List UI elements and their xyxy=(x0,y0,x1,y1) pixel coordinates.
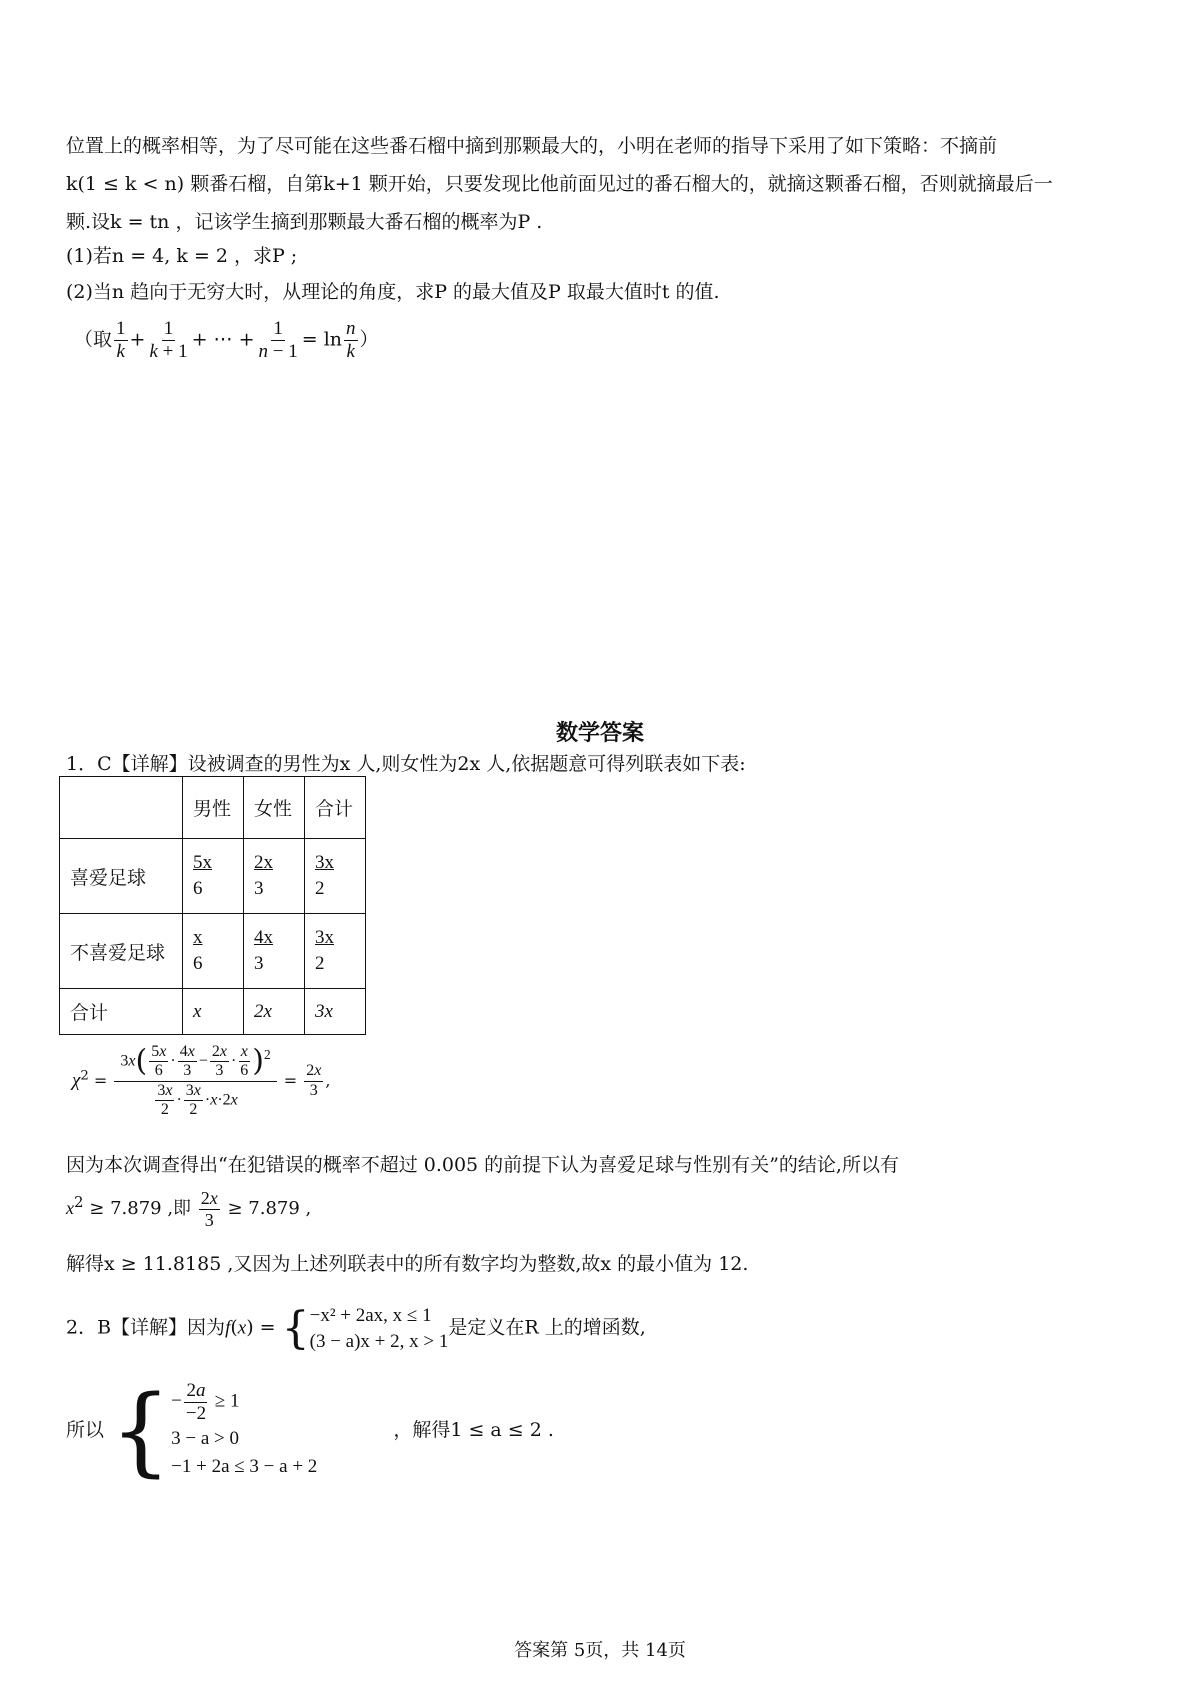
table-cell xyxy=(183,914,244,989)
table-cell xyxy=(305,914,366,989)
cell-denominator: 2 xyxy=(315,878,325,899)
cell-numerator: x xyxy=(193,927,203,949)
hint-term-1: $\frac{1}{k}$ xyxy=(116,318,126,362)
table-row xyxy=(60,839,366,914)
question-1: (1)若n = 4, k = 2 ，求P ; xyxy=(66,245,298,267)
page-footer: 答案第 5页，共 14页 xyxy=(514,1640,686,1661)
answer-2-prefix: 2．B【详解】因为 xyxy=(66,1316,226,1339)
cell-denominator: 3 xyxy=(254,878,264,899)
hint-term-2: $\frac{1}{k + 1}$ xyxy=(149,318,188,362)
answer-2-conditions: 所以 { − $\frac{2a}{-2}$ ≥ 1 3 − a > 0 −1 + 2a ≤ 3 − a + 2 ，解得1 ≤ a ≤ 2 . xyxy=(66,1374,554,1487)
table-row-label: 不喜爱足球 xyxy=(60,914,183,989)
table-header-row xyxy=(60,777,366,839)
function-case-2: (3 − a)x + 2, x > 1 xyxy=(309,1330,449,1352)
table-row-label: 喜爱足球 xyxy=(60,839,183,914)
problem-line-2: k(1 ≤ k < n) 颗番石榴，自第k+1 颗开始，只要发现比他前面见过的番石榴大的，就摘这颗番石榴，否则就摘最后一 xyxy=(66,173,1053,195)
table-cell xyxy=(183,839,244,914)
cell-denominator: 2 xyxy=(315,953,325,974)
table-header-cell: 合计 xyxy=(305,777,366,839)
condition-3: −1 + 2a ≤ 3 − a + 2 xyxy=(171,1456,318,1478)
table-cell xyxy=(244,839,305,914)
function-case-1: −x² + 2ax, x ≤ 1 xyxy=(309,1305,432,1326)
cell-numerator: 3x xyxy=(315,927,334,949)
hint-prefix: （取 xyxy=(74,328,113,351)
table-header-cell: 女性 xyxy=(244,777,305,839)
answer-1-inequality: $x^2 \ge 7.879$ ,即 $\frac{2x}{3}$ ≥ 7.879 , xyxy=(66,1188,312,1230)
chi-square-fraction: 3x( $\frac{5x}{6}$ · $\frac{4x}{3}$ − $\frac{2x}{3}$ · $\frac{x}{6}$ )$^2$ $\frac{3x}{2}$ · $\frac{3x}{2}$ ·x·2x xyxy=(114,1043,276,1120)
cell-numerator: 2x xyxy=(254,852,273,874)
table-cell: 2x xyxy=(244,989,305,1035)
condition-1: − $\frac{2a}{-2}$ ≥ 1 xyxy=(171,1380,240,1424)
problem-line-1: 位置上的概率相等，为了尽可能在这些番石榴中摘到那颗最大的，小明在老师的指导下采用了如下策略：不摘前 xyxy=(66,135,998,157)
answer-1-solve: 解得x ≥ 11.8185 ,又因为上述列联表中的所有数字均为整数,故x 的最小值为 12. xyxy=(66,1253,749,1275)
cell-numerator: 5x xyxy=(193,852,212,874)
problem-line-3: 颗.设k = tn ，记该学生摘到那颗最大番石榴的概率为P . xyxy=(66,211,543,233)
cell-denominator: 6 xyxy=(193,878,203,899)
hint-formula: （取 $\frac{1}{k}$ + $\frac{1}{k + 1}$ + ⋯ + $\frac{1}{n - 1}$ = ln $\frac{n}{k}$ ） xyxy=(74,318,379,362)
answer-1-because: 因为本次调查得出“在犯错误的概率不超过 0.005 的前提下认为喜爱足球与性别有关”的结论,所以有 xyxy=(66,1154,899,1176)
contingency-table xyxy=(59,776,366,1035)
table-cell: 3x xyxy=(305,989,366,1035)
table-row xyxy=(60,914,366,989)
hint-suffix: ） xyxy=(359,328,379,351)
table-cell: x xyxy=(183,989,244,1035)
chi-square-result: $\frac{2x}{3}$ xyxy=(306,1062,322,1099)
question-2: (2)当n 趋向于无穷大时，从理论的角度，求P 的最大值及P 取最大值时t 的值. xyxy=(66,281,720,303)
table-row xyxy=(60,989,366,1035)
answer-2-statement: 2．B【详解】因为f(x) = { −x² + 2ax, x ≤ 1 (3 − a)x + 2, x > 1 是定义在R 上的增函数, xyxy=(66,1302,646,1354)
chi-square-formula: $\chi^2$ = 3x( $\frac{5x}{6}$ · $\frac{4x}{3}$ − $\frac{2x}{3}$ · $\frac{x}{6}$ )$^2$ $\frac{3x}{2}$ · $\frac{3x}{2}$ ·x·2x = $\frac{2x}{3}$ , xyxy=(72,1043,331,1119)
condition-2: 3 − a > 0 xyxy=(171,1427,240,1449)
answer-2-result: ，解得1 ≤ a ≤ 2 . xyxy=(393,1418,554,1441)
answer-2-so: 所以 xyxy=(66,1418,105,1441)
table-header-cell xyxy=(60,777,183,839)
table-cell xyxy=(244,914,305,989)
table-header-cell: 男性 xyxy=(183,777,244,839)
cell-denominator: 3 xyxy=(254,953,264,974)
answer-title: 数学答案 xyxy=(555,720,644,746)
answer-1-intro: 1．C【详解】设被调查的男性为x 人,则女性为2x 人,依据题意可得列联表如下表: xyxy=(66,753,746,775)
table-cell xyxy=(305,839,366,914)
hint-rhs: $\frac{n}{k}$ xyxy=(346,318,356,362)
answer-2-suffix: 是定义在R 上的增函数, xyxy=(448,1316,646,1339)
cell-numerator: 4x xyxy=(254,927,273,949)
hint-term-3: $\frac{1}{n - 1}$ xyxy=(258,318,298,362)
cell-denominator: 6 xyxy=(193,953,203,974)
cell-numerator: 3x xyxy=(315,852,334,874)
table-row-label: 合计 xyxy=(60,989,183,1035)
